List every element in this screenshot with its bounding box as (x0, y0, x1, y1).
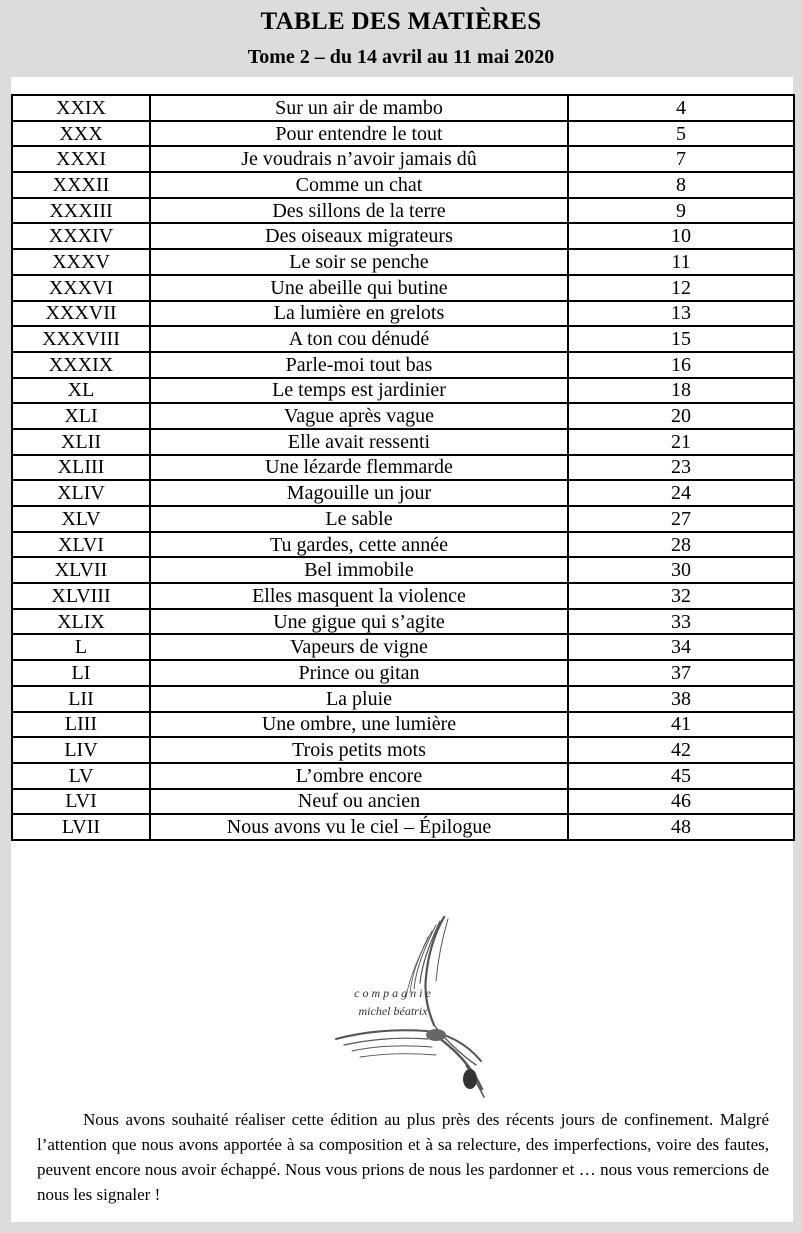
toc-chapter-title: Magouille un jour (150, 480, 568, 506)
toc-page-number: 8 (568, 172, 794, 198)
toc-row (12, 352, 794, 378)
toc-chapter-title: Des oiseaux migrateurs (150, 223, 568, 249)
toc-page-number: 42 (568, 737, 794, 763)
toc-chapter-number: L (12, 634, 150, 660)
toc-page-number: 33 (568, 609, 794, 635)
toc-page-number: 24 (568, 480, 794, 506)
toc-row (12, 789, 794, 815)
toc-chapter-number: XLVI (12, 532, 150, 558)
toc-page-number: 18 (568, 378, 794, 404)
toc-page-number: 28 (568, 532, 794, 558)
toc-chapter-number: XLI (12, 403, 150, 429)
toc-row (12, 532, 794, 558)
toc-page-number: 11 (568, 249, 794, 275)
toc-chapter-number: XL (12, 378, 150, 404)
content-panel (11, 77, 793, 1222)
toc-page-number: 37 (568, 660, 794, 686)
toc-chapter-number: XXXI (12, 146, 150, 172)
toc-row (12, 712, 794, 738)
toc-chapter-title: Neuf ou ancien (150, 789, 568, 815)
toc-row (12, 326, 794, 352)
toc-chapter-title: Elles masquent la violence (150, 583, 568, 609)
toc-chapter-number: LII (12, 686, 150, 712)
toc-row (12, 172, 794, 198)
toc-chapter-title: L’ombre encore (150, 763, 568, 789)
toc-chapter-title: Elle avait ressenti (150, 429, 568, 455)
toc-row (12, 763, 794, 789)
toc-chapter-title: Je voudrais n’avoir jamais dû (150, 146, 568, 172)
toc-chapter-title: Parle-moi tout bas (150, 352, 568, 378)
company-logo (316, 915, 486, 1105)
toc-chapter-title: Sur un air de mambo (150, 95, 568, 121)
toc-row (12, 429, 794, 455)
toc-page-number: 13 (568, 301, 794, 327)
toc-chapter-title: Comme un chat (150, 172, 568, 198)
toc-row (12, 121, 794, 147)
toc-chapter-number: XLVIII (12, 583, 150, 609)
toc-page-number: 4 (568, 95, 794, 121)
toc-page-number: 10 (568, 223, 794, 249)
toc-chapter-title: Une lézarde flemmarde (150, 455, 568, 481)
toc-chapter-number: LIII (12, 712, 150, 738)
toc-chapter-number: LI (12, 660, 150, 686)
toc-page-number: 20 (568, 403, 794, 429)
toc-chapter-number: XXXV (12, 249, 150, 275)
toc-chapter-title: Vapeurs de vigne (150, 634, 568, 660)
toc-page-number: 21 (568, 429, 794, 455)
toc-body (12, 95, 794, 840)
toc-chapter-number: XLIV (12, 480, 150, 506)
toc-chapter-number: XLVII (12, 557, 150, 583)
toc-row (12, 95, 794, 121)
toc-chapter-title: Le soir se penche (150, 249, 568, 275)
toc-row (12, 557, 794, 583)
toc-page-number: 30 (568, 557, 794, 583)
toc-chapter-number: LIV (12, 737, 150, 763)
toc-chapter-number: XLV (12, 506, 150, 532)
toc-row (12, 686, 794, 712)
toc-row (12, 634, 794, 660)
closing-note: Nous avons souhaité réaliser cette édition au plus près des récents jours de confinement. Malgré l’attention que nous avons apportée à sa composition et à sa relecture, des imperfections, voire des fautes, peuvent encore nous avoir échappé. Nous vous prions de nous les pardonner et … nous vous remercions de nous les signaler ! (37, 1110, 769, 1204)
page-subtitle: Tome 2 – du 14 avril au 11 mai 2020 (247, 46, 555, 68)
toc-chapter-number: XLII (12, 429, 150, 455)
toc-chapter-number: XXXIX (12, 352, 150, 378)
toc-chapter-number: XLIX (12, 609, 150, 635)
logo-line-1: compagnie (354, 986, 434, 1000)
toc-chapter-number: XXXII (12, 172, 150, 198)
toc-table (11, 94, 795, 841)
toc-page-number: 38 (568, 686, 794, 712)
toc-page-number: 46 (568, 789, 794, 815)
toc-chapter-title: Des sillons de la terre (150, 198, 568, 224)
toc-chapter-title: Tu gardes, cette année (150, 532, 568, 558)
toc-chapter-title: Une ombre, une lumière (150, 712, 568, 738)
toc-page-number: 5 (568, 121, 794, 147)
toc-page-number: 12 (568, 275, 794, 301)
toc-chapter-number: XXXIII (12, 198, 150, 224)
toc-page-number: 15 (568, 326, 794, 352)
toc-chapter-title: Pour entendre le tout (150, 121, 568, 147)
toc-row (12, 403, 794, 429)
toc-chapter-title: La pluie (150, 686, 568, 712)
toc-chapter-number: XXX (12, 121, 150, 147)
toc-page-number: 27 (568, 506, 794, 532)
toc-chapter-title: Une abeille qui butine (150, 275, 568, 301)
toc-chapter-title: Nous avons vu le ciel – Épilogue (150, 814, 568, 840)
toc-page-number: 48 (568, 814, 794, 840)
toc-row (12, 737, 794, 763)
toc-chapter-title: Vague après vague (150, 403, 568, 429)
toc-chapter-title: Le temps est jardinier (150, 378, 568, 404)
toc-chapter-title: Bel immobile (150, 557, 568, 583)
toc-row (12, 378, 794, 404)
toc-row (12, 249, 794, 275)
toc-chapter-number: XXXVIII (12, 326, 150, 352)
toc-page-number: 41 (568, 712, 794, 738)
logo-line-2: michel béatrix (358, 1004, 428, 1018)
toc-row (12, 480, 794, 506)
toc-row (12, 814, 794, 840)
toc-chapter-number: XXXVII (12, 301, 150, 327)
toc-page-number: 23 (568, 455, 794, 481)
toc-page-number: 34 (568, 634, 794, 660)
toc-page-number: 9 (568, 198, 794, 224)
page-title: TABLE DES MATIÈRES (260, 8, 542, 35)
toc-chapter-number: XXXVI (12, 275, 150, 301)
toc-row (12, 146, 794, 172)
toc-chapter-number: XXIX (12, 95, 150, 121)
toc-row (12, 583, 794, 609)
toc-row (12, 455, 794, 481)
toc-chapter-title: Trois petits mots (150, 737, 568, 763)
toc-page-number: 7 (568, 146, 794, 172)
toc-page-number: 45 (568, 763, 794, 789)
toc-page-number: 32 (568, 583, 794, 609)
toc-chapter-number: XLIII (12, 455, 150, 481)
toc-row (12, 223, 794, 249)
toc-chapter-number: LVI (12, 789, 150, 815)
toc-chapter-title: La lumière en grelots (150, 301, 568, 327)
toc-chapter-title: Le sable (150, 506, 568, 532)
toc-chapter-title: A ton cou dénudé (150, 326, 568, 352)
toc-chapter-number: XXXIV (12, 223, 150, 249)
toc-chapter-number: LV (12, 763, 150, 789)
toc-page-number: 16 (568, 352, 794, 378)
toc-row (12, 609, 794, 635)
page-header (0, 0, 802, 76)
toc-chapter-title: Prince ou gitan (150, 660, 568, 686)
toc-chapter-title: Une gigue qui s’agite (150, 609, 568, 635)
toc-row (12, 506, 794, 532)
toc-row (12, 275, 794, 301)
toc-row (12, 301, 794, 327)
toc-row (12, 198, 794, 224)
toc-chapter-number: LVII (12, 814, 150, 840)
toc-row (12, 660, 794, 686)
